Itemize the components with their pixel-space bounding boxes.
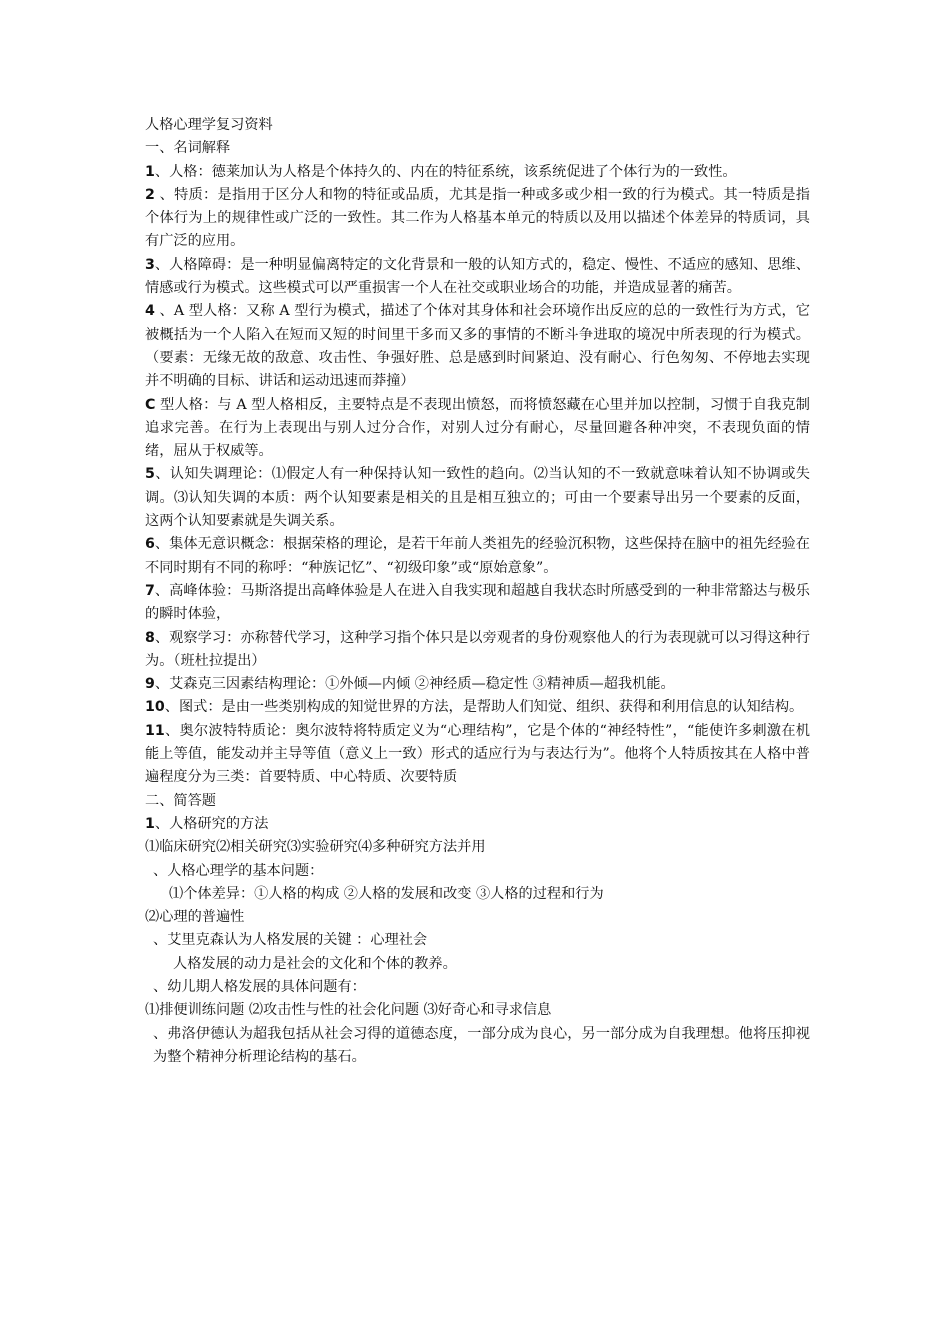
term-text: 、集体无意识概念：根据荣格的理论，是若干年前人类祖先的经验沉积物，这些保持在脑中的祖先经验在不同时期有不同的称呼：“种族记忆”、“初级印象”或“原始意象”。 (145, 536, 810, 576)
term-item (145, 184, 810, 254)
term-text: 、人格障碍：是一种明显偏离特定的文化背景和一般的认知方式的，稳定、慢性、不适应的感知、思维、情感或行为模式。这些模式可以严重损害一个人在社交或职业场合的功能，并造成显著的痛苦。 (145, 256, 810, 297)
term-item (145, 533, 810, 580)
term-text: 型人格：与 A 型人格相反，主要特点是不表现出愤怒，而将愤怒藏在心里并加以控制，习惯于自我克制追求完善。在行为上表现出与别人过分合作，对别人过分有耐心，尽量回避各种冲突，不表现负面的情绪，屈从于权威等。 (145, 396, 810, 460)
term-item (145, 463, 810, 533)
answer-line: 人格发展的动力是社会的文化和个体的教养。 (173, 955, 457, 972)
question-line: 、幼儿期人格发展的具体问题有： (153, 978, 366, 995)
answer-line: ⑵心理的普遍性 (145, 909, 245, 926)
term-item (145, 627, 810, 674)
term-number: 6 (145, 536, 155, 553)
term-number: C (145, 396, 156, 413)
term-number: 11 (145, 722, 165, 739)
term-number: 8 (145, 629, 155, 646)
term-text: 、特质：是指用于区分人和物的特征或品质，尤其是指一种或多或少相一致的行为模式。其一特质是指个体行为上的规律性或广泛的一致性。其二作为人格基本单元的特质以及用以描述个体差异的特质词，具有广泛的应用。 (145, 186, 810, 250)
document-page (145, 114, 810, 1069)
question-line: 、弗洛伊德认为超我包括从社会习得的道德态度，一部分成为良心，另一部分成为自我理想。他将压抑视为整个精神分析理论结构的基石。 (153, 1025, 810, 1065)
term-item (145, 720, 810, 790)
term-number: 5 (145, 466, 155, 483)
term-item (145, 696, 810, 719)
term-item (145, 673, 810, 696)
question-text: 、人格研究的方法 (154, 815, 269, 832)
term-item (145, 580, 810, 627)
term-number: 3 (145, 256, 155, 273)
page-title: 人格心理学复习资料 (145, 117, 273, 133)
term-text: 、人格：德莱加认为人格是个体持久的、内在的特征系统，该系统促进了个体行为的一致性。 (154, 163, 737, 180)
term-item (145, 254, 810, 301)
answer-line: ⑴临床研究⑵相关研究⑶实验研究⑷多种研究方法并用 (145, 839, 486, 856)
term-text: 、高峰体验：马斯洛提出高峰体验是人在进入自我实现和超越自我状态时所感受到的一种非常豁达与极乐的瞬时体验， (145, 582, 810, 623)
term-number: 9 (145, 676, 155, 693)
answer-line: ⑴排便训练问题 ⑵攻击性与性的社会化问题 ⑶好奇心和寻求信息 (145, 1002, 552, 1019)
answer-line: ⑴个体差异：①人格的构成 ②人格的发展和改变 ③人格的过程和行为 (169, 885, 604, 902)
question-line: 、艾里克森认为人格发展的关键 ：心理社会 (153, 932, 428, 949)
section-heading-short-answer: 二、简答题 (145, 792, 216, 809)
term-number: 1 (145, 163, 155, 180)
term-text: 、图式：是由一些类别构成的知觉世界的方法，是帮助人们知觉、组织、获得和利用信息的认知结构。 (164, 699, 804, 716)
term-item (145, 394, 810, 464)
question-number: 1 (145, 815, 155, 832)
question-line: 、人格心理学的基本问题： (153, 862, 324, 879)
term-text: 、艾森克三因素结构理论：①外倾—内倾 ②神经质—稳定性 ③精神质—超我机能。 (154, 676, 675, 693)
term-number: 4 (145, 303, 155, 320)
term-item (145, 161, 810, 184)
term-number: 10 (145, 699, 165, 716)
question-item (145, 813, 810, 836)
term-text: 、A 型人格：又称 A 型行为模式，描述了个体对其身体和社会环境作出反应的总的一致性行为方式，它被概括为一个人陷入在短而又短的时间里干多而又多的事情的不断斗争进取的境况中所表现的行为模式。（要素：无缘无故的敌意、攻击性、争强好胜、总是感到时间紧迫、没有耐心、行色匆匆、不停地去实现并不明确的目标、讲话和运动迅速而莽撞） (145, 303, 810, 390)
term-text: 、奥尔波特特质论：奥尔波特将特质定义为“心理结构”，它是个体的“神经特性”，“能使许多刺激在机能上等值，能发动并主导等值（意义上一致）形式的适应行为与表达行为”。他将个人特质按其在人格中普遍程度分为三类：首要特质、中心特质、次要特质 (145, 722, 810, 786)
term-item (145, 300, 810, 393)
term-text: 、认知失调理论：⑴假定人有一种保持认知一致性的趋向。⑵当认知的不一致就意味着认知不协调或失调。⑶认知失调的本质：两个认知要素是相关的且是相互独立的；可由一个要素导出另一个要素的反面，这两个认知要素就是失调关系。 (145, 466, 810, 530)
term-number: 7 (145, 582, 155, 599)
term-number: 2 (145, 186, 155, 203)
term-text: 、观察学习：亦称替代学习，这种学习指个体只是以旁观者的身份观察他人的行为表现就可以习得这种行为。（班杜拉提出） (145, 629, 810, 669)
section-heading-definitions: 一、名词解释 (145, 140, 231, 157)
